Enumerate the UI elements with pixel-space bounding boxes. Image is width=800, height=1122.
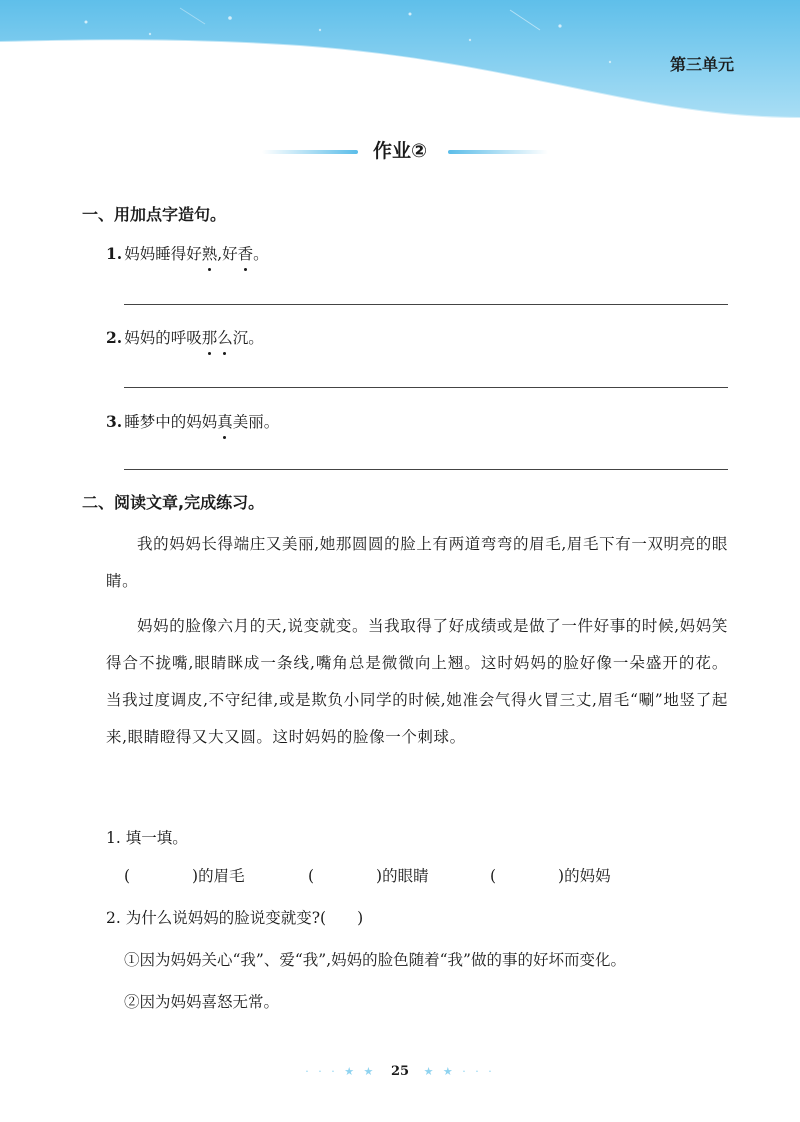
page-number: 25: [390, 1064, 410, 1079]
section-1-heading: 一、用加点字造句。: [82, 205, 227, 224]
answer-line-1[interactable]: [124, 304, 728, 305]
footer-stars-left: · · · ★ ★: [305, 1065, 377, 1078]
question-number: 3.: [106, 412, 123, 431]
reading-paragraph-1: 我的妈妈长得端庄又美丽,她那圆圆的脸上有两道弯弯的眉毛,眉毛下有一双明亮的眼睛。: [106, 535, 728, 590]
section-2-heading: 二、阅读文章,完成练习。: [82, 493, 265, 512]
question-number: 2.: [106, 328, 123, 347]
question-text: 妈妈睡得好: [124, 245, 202, 263]
question-text: 妈妈的呼吸: [124, 329, 202, 347]
question-1-1: [106, 242, 269, 264]
question-text: ,好: [217, 245, 238, 263]
question-1-2: [106, 326, 264, 348]
reading-paragraph-2: 妈妈的脸像六月的天,说变就变。当我取得了好成绩或是做了一件好事的时候,妈妈笑得合不拢嘴,眼睛眯成一条线,嘴角总是微微向上翘。这时妈妈的脸好像一朵盛开的花。当我过度调皮,不守纪律,或是欺负小同学的时候,她准会气得火冒三丈,眉毛“唰”地竖了起来,眼睛瞪得又大又圆。这时妈妈的脸像一个刺球。: [106, 617, 728, 746]
option-1[interactable]: ①因为妈妈关心“我”、爱“我”,妈妈的脸色随着“我”做的事的好坏而变化。: [124, 951, 626, 969]
question-1-3: [106, 410, 279, 432]
option-2[interactable]: ②因为妈妈喜怒无常。: [124, 993, 280, 1011]
fill-blank-eyebrows[interactable]: ( )的眉毛: [124, 867, 245, 885]
fill-blank-eyes[interactable]: ( )的眼睛: [308, 867, 429, 885]
dotted-char: 么: [217, 326, 233, 348]
dotted-char: 那: [202, 326, 218, 348]
fill-blank-mother[interactable]: ( )的妈妈: [490, 867, 611, 885]
question-text: 。: [253, 245, 269, 263]
question-text: 沉。: [232, 329, 264, 347]
question-text: 睡梦中的妈妈: [124, 413, 218, 431]
dotted-char: 熟: [202, 242, 218, 264]
dotted-char: 香: [238, 242, 254, 264]
question-number: 1.: [106, 244, 123, 263]
question-2-1-label: 1. 填一填。: [106, 829, 188, 847]
page-footer: [0, 1064, 800, 1079]
page-title: 作业②: [372, 140, 428, 162]
title-bar: [0, 136, 800, 166]
footer-stars-right: ★ ★ · · ·: [423, 1065, 495, 1078]
answer-line-2[interactable]: [124, 387, 728, 388]
unit-label: 第三单元: [669, 55, 734, 74]
dotted-char: 真: [217, 410, 233, 432]
answer-line-3[interactable]: [124, 469, 728, 470]
question-text: 美丽。: [232, 413, 280, 431]
title-decor-right: [448, 150, 548, 154]
question-2-2-label: 2. 为什么说妈妈的脸说变就变?( ): [106, 909, 364, 927]
